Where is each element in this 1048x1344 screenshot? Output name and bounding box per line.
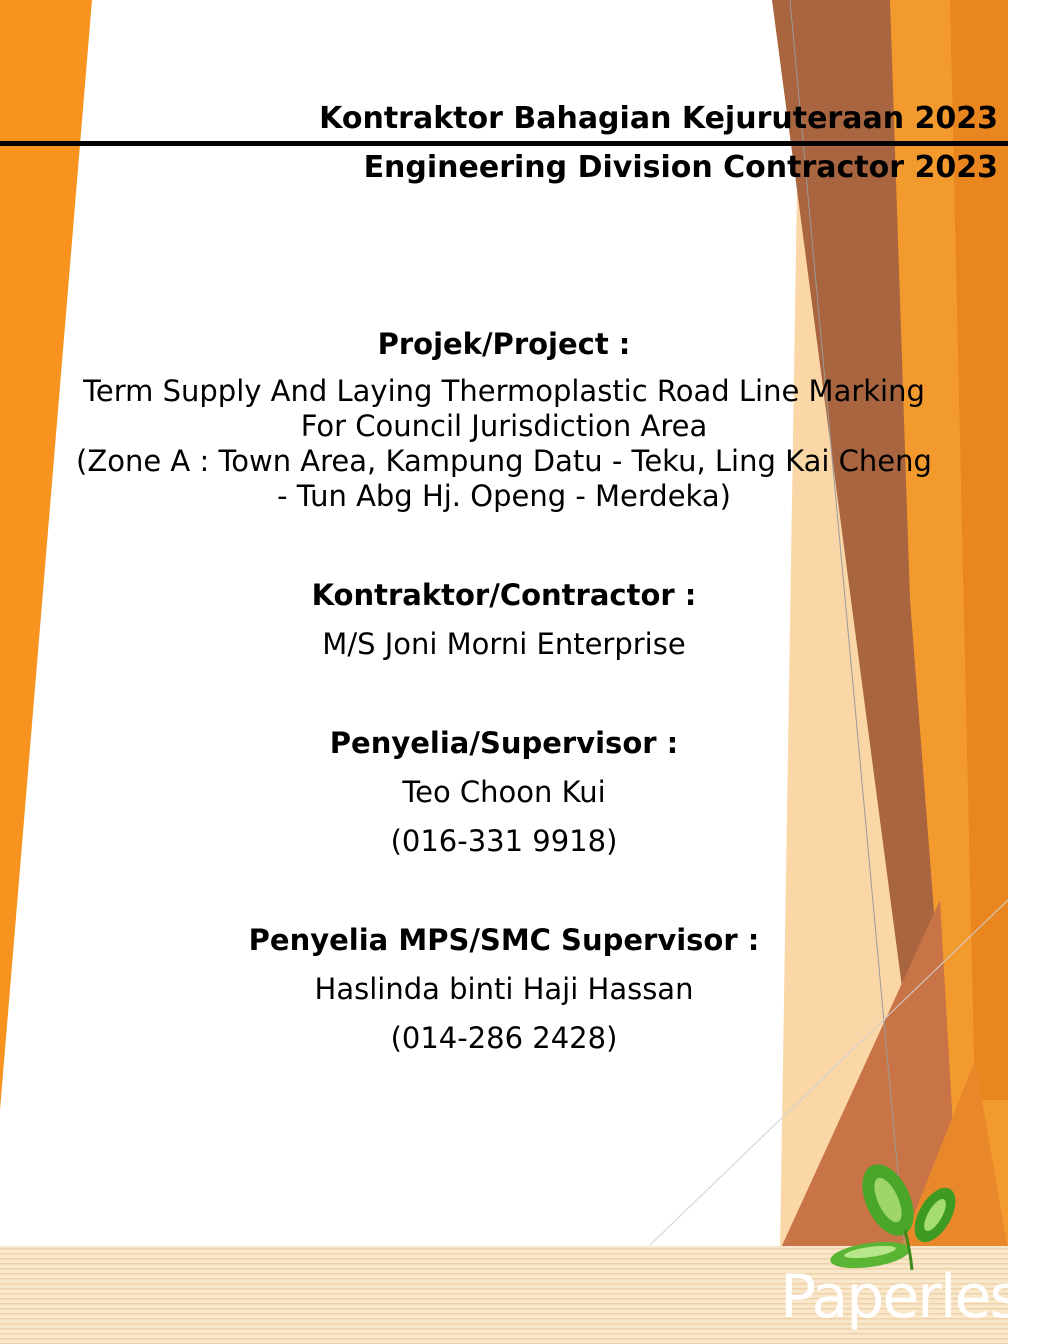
project-description: [0, 374, 1008, 514]
council-supervisor-name: Haslinda binti Haji Hassan: [314, 972, 694, 1006]
supervisor-label: Penyelia/Supervisor :: [329, 726, 679, 760]
contractor-name: M/S Joni Morni Enterprise: [322, 627, 686, 661]
project-line: For Council Jurisdiction Area: [300, 409, 708, 443]
supervisor-phone: (016-331 9918): [390, 824, 618, 858]
project-line: - Tun Abg Hj. Openg - Merdeka): [277, 479, 731, 513]
project-section: [0, 326, 1008, 514]
council-supervisor-phone: (014-286 2428): [390, 1021, 618, 1055]
paperless-logo: Paperless: [780, 1262, 1048, 1332]
title-english: Engineering Division Contractor 2023: [363, 150, 998, 185]
contractor-label: Kontraktor/Contractor :: [311, 578, 697, 612]
supervisor-name: Teo Choon Kui: [402, 775, 606, 809]
council-supervisor-section: [0, 922, 1008, 1056]
project-line: (Zone A : Town Area, Kampung Datu - Teku, Ling Kai Cheng: [76, 444, 932, 478]
header-divider: [0, 141, 1008, 146]
project-label: Projek/Project :: [377, 327, 631, 361]
supervisor-section: [0, 725, 1008, 859]
project-line: Term Supply And Laying Thermoplastic Road Line Marking: [83, 374, 925, 408]
contractor-section: [0, 577, 1008, 662]
title-malay: Kontraktor Bahagian Kejuruteraan 2023: [319, 101, 998, 136]
council-supervisor-label: Penyelia MPS/SMC Supervisor :: [248, 923, 760, 957]
